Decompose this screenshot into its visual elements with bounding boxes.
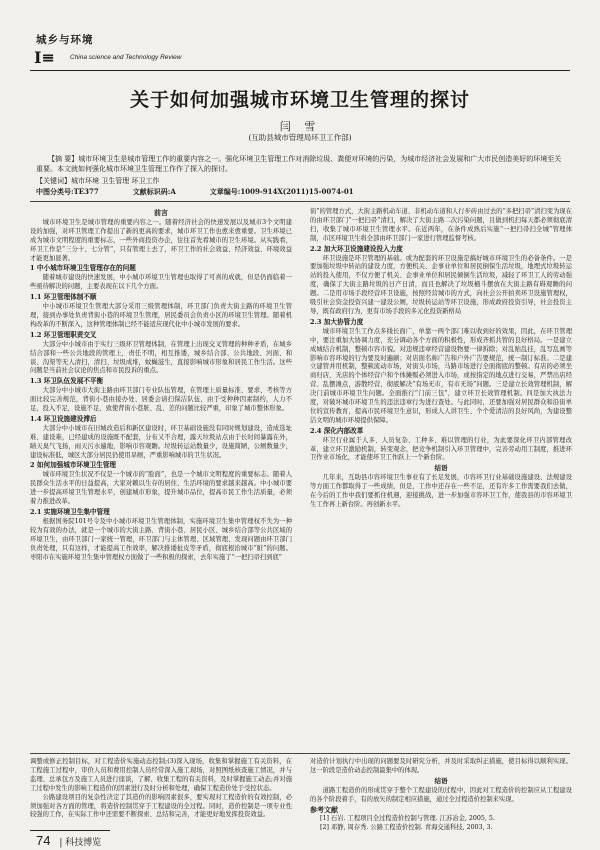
subsection-heading: 1.4 环卫设施建设滞后 [30,414,97,423]
body-paragraph: 大部分中小城市由于实行三级环卫管理体制，在管理上出现交叉管理的种种矛盾，在城乡结合部和一些公共地段的管理上，责任不明，相互推诿，城乡结合部、公共地段、河面、和谈、沟渠等无人清扫，清扫、垃圾成堆，蚊蝇滋生，直接影响城市形象和居民工作生活。这些问题是当前社会议论的焦点和市民投诉的重点。 [30,340,292,375]
body-paragraph: 大部分中小城市在旧城改造后和新区建设时，环卫基础设施没有同时规划建设，造成选址难、建设难，已经建成的设施既不配套，分布又不合理，露天垃圾站点由于长时间暴露在外，睛天臭气飞扬，雨天污水遍地，影响市容观瞻。垃圾转运站数量少，设施简陋，公厕数量少，建设标准低，城区大部分居民仍使用旱厕，严重影响城市的卫生状况。 [30,424,292,459]
journal-english-name: China science and Technology Review [70,54,182,61]
references-heading: 参考文献 [310,804,338,814]
abstract-rule [30,201,570,202]
classification-line [36,187,564,197]
page-footer [36,833,101,848]
body-paragraph: 公路建设项目的复杂性决定了其造价的影响因素很多，要实现对工程造价的有效控制，必须加强对各方面的管理，将造价控制贯穿于工程建设的全过程。同时，造价控制是一项专业性较强的工作，在实际工作中还需要不断探索、总结和完善，才能更好地发挥投资效益。 [30,793,292,819]
clc-number: 中图分类号:TE377 [36,187,99,196]
journal-logo: I≡ [34,48,55,67]
article-author: 闫 雪 [279,120,321,133]
subsection-heading: 1.3 环卫队伍发展不平衡 [30,377,104,386]
author-affiliation: (互助县城市管理局环卫工作部) [248,133,352,142]
body-paragraph: 城市环境卫生是城市管理的重要内容之一。随着经济社会的快速发展以及城市3个文明建设的加强，对环卫管理工作提出了新的更高的要求，城市环卫工作也愈来愈重要。卫生环境已成为城市文明程度的重要标志，一些外商投资办企，往往首先看城市的卫生环境。从实践看，环卫工作是“三分十、七分管”，只有管理上去了，环卫工作的社会效益、经济效益、环境效益才能更加显著。 [30,218,292,262]
body-paragraph: 根据国务院101号令及中小城市环境卫生管理体制，实施环境卫生集中管理权不失为一种较为有效的办法，就是一个城市的大街主路、背街小巷、居民小区、城乡结合部等公共区域的环境卫生，由环卫部门一家统一管理，环卫部门与主体管理、区域管理、发现问题由环卫部门负责处理，只有这样，才能提高工作效率，解决推诿扯皮等矛盾，彻底根治城市“脏”的问题。枣阳市在实施环境卫生集中管理权方面做了一些积极的探索，去年实施了“一把扫帚扫到底” [30,517,292,561]
body-paragraph: 城市环境卫生状况不仅是一个城市的“脸面”，也是一个城市文明程度的重要标志。随着人民群众生活水平的日益提高，大家对赖以生存的居住、生活环境的要求越来越高。中小城市要进一步提高环境卫生管理水平，创建城市形象，提升城市品位，提高市民工作生活质量，必须着力推进改革。 [30,471,292,506]
reference-item: [2] 邓静, 周存秀. 公路工程造价控制. 青海交通科技, 2003, 3. [320,824,493,832]
bottom-left-column [30,758,292,820]
journal-name: | 科技博览 [59,838,102,848]
subsection-heading: 2.4 深化内部改革 [310,426,364,435]
page-number: 74 [36,833,51,848]
keywords: 【关键词】城市环境 卫生管理 环卫工作 [36,177,160,185]
bottom-section-rule [30,753,570,754]
subsection-heading: 1 中小城市环境卫生管理存在的问题 [30,264,136,273]
subsection-heading: 2.1 实施环境卫生集中管理 [30,508,110,516]
body-paragraph: 调整或修正控制目标，对工程造价实施动态控制;(3)深入现场，收集和掌握施工有关资料，在工程施工过程中，审价人员和费用控制人员经常深入施工现场，对照图纸核查施工情况，并与监理、总承包方及施工人员进行座谈，了解、收集工程的有关资料，及时掌握施工动态;并对施工过程中发生的影响工程造价的因素进行及时分析和处理，确保工程造价处于受控状态。 [30,758,292,792]
article-number: 文章编号:1009-914X(2011)15-0074-01 [209,187,354,196]
body-paragraph: 中小城市环境卫生管理大部分采用三级管理体制，环卫部门负责大街主路的环境卫生管理，接到办事处负责背街小巷的环境卫生管理，居民委员会负责小区的环境卫生管理。随着机构改革的不断深入，这种管理体制已经不能适应现代化中小城市发展的要求。 [30,303,292,328]
subsection-heading: 2 如何加强城市环境卫生管理 [30,461,117,470]
subsection-heading: 2.2 加大环卫设施建设投入力度 [310,244,403,253]
footer-rule [30,830,110,831]
body-paragraph: 对造价计划执行中出现的问题要及时研究分析，并及时采取纠正措施，使目标得以顺利实现。这一阶段是造价动态控制最集中的体现。 [310,758,572,774]
header-rule [30,70,570,71]
reference-item: [1] 石岩. 工程项目全过程造价控制与管理. 江苏冶金, 2005, 5. [320,815,495,823]
body-paragraph: 随着城市建设的快速发展，中小城市环境卫生管理也取得了可喜的成就，但是仍面临着一些亟待解决的问题，主要表现在以下几个方面。 [30,274,292,291]
document-code: 文献标识码:A [132,187,176,196]
bottom-right-column [310,758,572,833]
section-category: 城乡与环境 [36,34,94,46]
body-paragraph: 几年来，互助县市容环境卫生事业有了长足发展，市容环卫行业基础设施建设、法规建设等方面工作都取得了一些成绩，但是，工作中还存在一些不足，还有许多工作需要我们去做，在今后的工作中我们要抓住机遇，迎接挑战，进一步加强市容环卫工作，使我县的市容环境卫生工作再上新台阶。再创新水平。 [310,474,572,508]
section-heading: 前言 [154,208,168,217]
body-paragraph: 城市环境卫生工作点多线长面广，单靠一两个部门难以收到好的效果，因此，在环卫管理中，要注重加大协调力度，充分调动各个方面的积极性，形成齐抓共管的良好格局。一是建立成城结合机制，整顿市容市貌。对违规违章经营建设物要一律拆除；对乱贴乱挂，乱写乱画等影响市容环境的行为要及时遍刷；对店面名称广告和户外广告要规范，统一制订标准。二是建立建管并用机制，整顿流动市场，对街头市场，马路市场进行全面彻底的整顿。有店的必须坐商归店，无店的个体经营户和个体摊贩必须进入市场，或按指定的地点进行交易，严禁出店经营、乱摆滩点，游散经营，彻底解决“有场无市，有市无场”问题。三是建立长效管理机制，解决门前城市环境卫生问题。全面推行“门前三包”，建立环卫长效管理机制。四是加大执法力度，对破坏城市环境卫生的违法违章行为进行查处。与此同时，还要加强对居民群众和沿街单位的宣传教育，提高市民环境卫生意识，形成人人讲卫生、个个爱清洁的良好风尚，为建设整洁文明的城市环境提供保障。 [310,327,572,424]
subsection-heading: 1.2 环卫管理职责交叉 [30,330,97,339]
article-title: 关于如何加强城市环境卫生管理的探讨 [129,89,470,111]
subsection-heading: 1.1 环卫管理体制不顺 [30,293,97,302]
right-column [310,208,572,510]
body-paragraph: 环卫行业属于人多、人员复杂、工种多、难以管理的行业，为此要深化环卫内部管理改革，建立环卫激励机制，转变观念，把竞争机制引入环卫管理中，完善劳动用工制度，推进环卫作业市场化，才能使环卫工作跃上一个新台阶。 [310,436,572,462]
abstract: 【摘 要】城市环境卫生是城市管理工作的重要内容之一。强化环境卫生管理工作对消除垃圾、粪便对环境的污染，为城市经济社会发展和广大市民创造美好的环境至关重要。本文就如何强化城市环境卫生管理工作作了探入的探讨。 [36,155,562,173]
section-heading: 结语 [434,464,448,473]
section-heading: 结语 [434,776,448,785]
body-paragraph: 道路工程造价的形成贯穿于整个工程建设的过程中，因此对工程造价的控制应从工程建设的各个阶段着手，有的放矢的制定相应措施，通过全过程造价控制来实现。 [310,786,572,803]
body-paragraph: 街”的管理方式，大街主路机动车道、非机动车道和人行步砖由过去的“多把扫帚”清扫变为现在的由环卫部门“一把扫帚”清扫，解决了大街主路二次污染问题，且做到机扫每天都必须彻底清扫，收集了城市环境卫生管理水平。在近两年，在条件成熟后实施“一把扫帚扫全城”管理体制，市区环境卫生将全部由环卫部门一家进行管理监督考核。 [310,208,572,242]
left-column [30,208,292,562]
body-paragraph: 大部分中小城市大街主路由环卫部门专业队伍管理，在管理上质量标准、要求、考核等方面比较完善规范，背街小巷由接办处、居委会请扫保洁队伍，由于受种种因素制约，人力不足，投入不足，设施不足，致使背街小巷脏、乱、差的问题比较严重，印象了城市整体形象。 [30,387,292,413]
subsection-heading: 2.3 加大协管力度 [310,317,364,326]
body-paragraph: 环卫设施是环卫管理的基础。或为配套的环卫设施是搞好城市环境卫生的必备条件。一是要加强垃圾中转站的建设力度，方便机关、企事业单位和居民倒保生活垃圾，地埋式垃圾转运站的投入使用，不仅方便了机关、企事业单位和居民倾倒生活垃圾，减轻了环卫工人的劳动强度，确保了大街主路垃圾的日产日清，而且也解决了垃圾桶斗摆放在大街主路有碍观瞻的问题。二是用市场手段经营环卫设施，按照经营城市的方式，向社会公开拍卖环卫设施管理权，吸引社会资金投资兴建一建设公厕，垃圾转运站等环卫设施，形成政府投资引导，社会投资主导，既有政府行为，更有市场手段的多元化投资新格局 [310,254,572,315]
